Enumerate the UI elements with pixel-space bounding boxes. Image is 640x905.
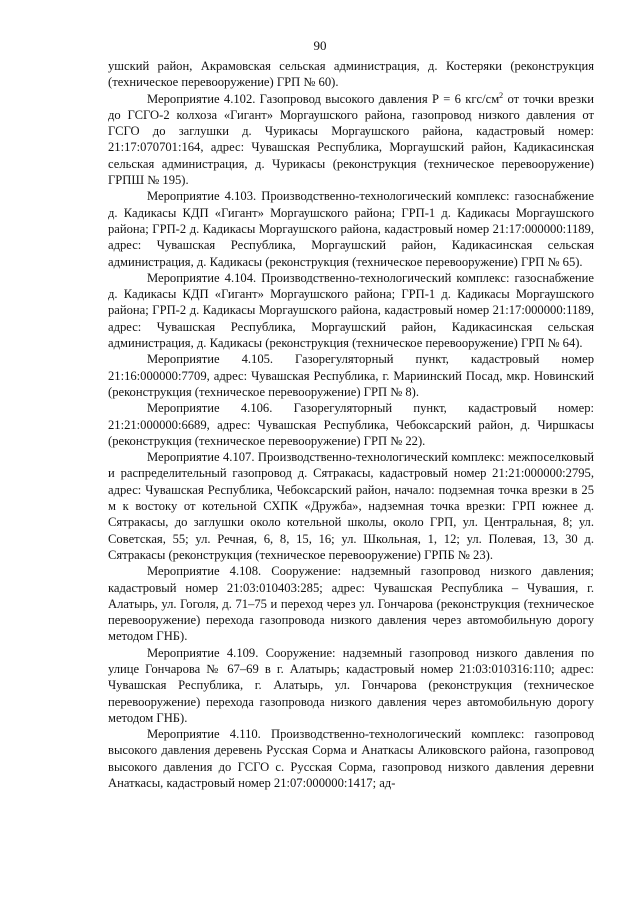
paragraph-measure-4-110: Мероприятие 4.110. Производственно-технологический комплекс: газопровод высокого давления деревень Русская Сорма и Анаткасы Аликовского района, газопровод высокого давления до ГСГО с. Русская Сорма, газопровод низкого давления деревни Анаткасы, кадастровый номер 21:07:000000:1417; ад- xyxy=(108,727,594,791)
measure-4-102-superscript: 2 xyxy=(499,90,504,100)
measure-4-102-text-part1: Мероприятие 4.102. Газопровод высокого давления Р = 6 кгс/см xyxy=(147,91,500,106)
paragraph-measure-4-107: Мероприятие 4.107. Производственно-технологический комплекс: межпоселковый и распределительный газопровод д. Сятракасы, кадастровый номер 21:21:000000:2795, адрес: Чувашская Республика, Чебоксарский район, начало: подземная точка врезки в 25 м к востоку от котельной СХПК «Дружба», надземная точка врезки: ГРП южнее д. Сятракасы, до заглушки около котельной школы, около ГРП, ул. Центральная, 8; ул. Советская, 55; ул. Речная, 6, 8, 15, 16; ул. Школьная, 1, 12; ул. Полевая, 13, 30 д. Сятракасы (реконструкция (техническое перевооружение) ГРПБ № 23). xyxy=(108,450,594,562)
paragraph-measure-4-102 xyxy=(108,91,594,189)
document-body xyxy=(108,58,594,791)
paragraph-measure-4-105: Мероприятие 4.105. Газорегуляторный пункт, кадастровый номер 21:16:000000:7709, адрес: Чувашская Республика, г. Мариинский Посад, мкр. Новинский (реконструкция (техническое перевооружение) ГРП № 8). xyxy=(108,352,594,399)
paragraph-measure-4-103: Мероприятие 4.103. Производственно-технологический комплекс: газоснабжение д. Кадикасы КДП «Гигант» Моргаушского района; ГРП-1 д. Кадикасы Моргаушского района; ГРП-2 д. Кадикасы Моргаушского района, кадастровый номер 21:17:000000:1189, адрес: Чувашская Республика, Моргаушский район, Кадикасинская сельская администрация, д. Кадикасы (реконструкция (техническое перевооружение) ГРП № 65). xyxy=(108,189,594,269)
measure-4-102-text-part2: от точки врезки до ГСГО-2 колхоза «Гигант» Моргаушского района, газопровод низкого давления от ГСГО до заглушки д. Чурикасы Моргаушского района, кадастровый номер: 21:17:070701:164, адрес: Чувашская Республика, Моргаушский район, Кадикасинская сельская администрация, д. Чурикасы (реконструкция (техническое перевооружение) ГРПШ № 195). xyxy=(108,91,594,188)
paragraph-continuation: ушский район, Акрамовская сельская администрация, д. Костеряки (реконструкция (техническое перевооружение) ГРП № 60). xyxy=(108,59,594,90)
paragraph-measure-4-106: Мероприятие 4.106. Газорегуляторный пункт, кадастровый номер: 21:21:000000:6689, адрес: Чувашская Республика, Чебоксарский район, д. Чиршкасы (реконструкция (техническое перевооружение) ГРП № 22). xyxy=(108,401,594,448)
paragraph-measure-4-104: Мероприятие 4.104. Производственно-технологический комплекс: газоснабжение д. Кадикасы КДП «Гигант» Моргаушского района; ГРП-1 д. Кадикасы Моргаушского района; ГРП-2 д. Кадикасы Моргаушского района, кадастровый номер 21:17:000000:1189, адрес: Чувашская Республика, Моргаушский район, Кадикасинская сельская администрация, д. Кадикасы (реконструкция (техническое перевооружение) ГРП № 64). xyxy=(108,270,594,351)
paragraph-measure-4-108: Мероприятие 4.108. Сооружение: надземный газопровод низкого давления; кадастровый номер 21:03:010403:285; адрес: Чувашская Республика – Чувашия, г. Алатырь, ул. Гоголя, д. 71–75 и переход через ул. Гончарова (реконструкция (техническое перевооружение) перехода газопровода низкого давления через автомобильную дорогу методом ГНБ). xyxy=(108,564,594,644)
page-number: 90 xyxy=(313,38,327,53)
paragraph-measure-4-109: Мероприятие 4.109. Сооружение: надземный газопровод низкого давления по улице Гончарова № 67–69 в г. Алатырь; кадастровый номер 21:03:010316:110; адрес: Чувашская Республика, г. Алатырь, ул. Гончарова (реконструкция (техническое перевооружение) перехода газопровода низкого давления через автомобильную дорогу методом ГНБ). xyxy=(108,645,594,725)
